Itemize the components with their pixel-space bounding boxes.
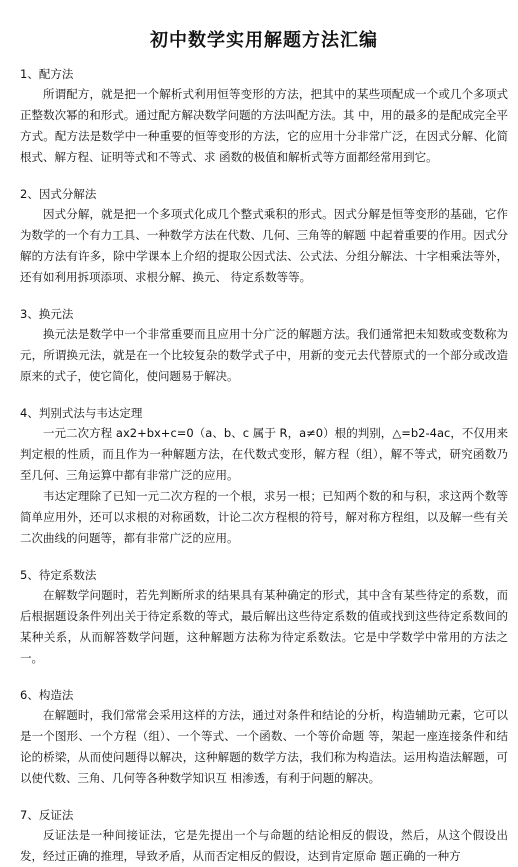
section-heading: 3、换元法 (20, 307, 74, 321)
section-heading: 1、配方法 (20, 67, 74, 81)
section (20, 687, 508, 789)
section-paragraph: 换元法是数学中一个非常重要而且应用十分广泛的解题方法。我们通常把未知数或变数称为元，所谓换元法，就是在一个比较复杂的数学式子中，用新的变元去代替原式的一个部分或改造原来的式子，使它简化，使问题易于解决。 (20, 327, 508, 383)
section-paragraph: 在解数学问题时，若先判断所求的结果具有某种确定的形式，其中含有某些待定的系数，而后根据题设条件列出关于待定系数的等式，最后解出这些待定系数的值或找到这些待定系数间的某种关系，从而解答数学问题，这种解题方法称为待定系数法。它是中学数学中常用的方法之一。 (20, 588, 508, 665)
section-heading: 7、反证法 (20, 808, 74, 822)
document-title: 初中数学实用解题方法汇编 (150, 30, 378, 51)
section (20, 405, 508, 549)
section-paragraph: 韦达定理除了已知一元二次方程的一个根，求另一根；已知两个数的和与积，求这两个数等简单应用外，还可以求根的对称函数，计论二次方程根的符号，解对称方程组，以及解一些有关二次曲线的问题等，都有非常广泛的应用。 (20, 489, 508, 545)
section-list (20, 66, 508, 867)
section-paragraph: 因式分解，就是把一个多项式化成几个整式乘积的形式。因式分解是恒等变形的基础，它作为数学的一个有力工具、一种数学方法在代数、几何、三角等的解题 中起着重要的作用。因式分解的方法有许多，除中学课本上介绍的提取公因式法、公式法、分组分解法、十字相乘法等外，还有如利用拆项添项、求根分解、换元、 待定系数等等。 (20, 207, 508, 284)
section-heading: 5、待定系数法 (20, 568, 97, 582)
section (20, 567, 508, 669)
section (20, 66, 508, 168)
section-paragraph: 在解题时，我们常常会采用这样的方法，通过对条件和结论的分析，构造辅助元素，它可以是一个图形、一个方程（组）、一个等式、一个函数、一个等价命题 等，架起一座连接条件和结论的桥梁，从而使问题得以解决，这种解题的数学方法，我们称为构造法。运用构造法解题，可以使代数、三角、几何等各种数学知识互 相渗透，有利于问题的解决。 (20, 708, 508, 785)
section (20, 807, 508, 867)
section-paragraph: 所谓配方，就是把一个解析式利用恒等变形的方法，把其中的某些项配成一个或几个多项式正整数次幂的和形式。通过配方解决数学问题的方法叫配方法。其 中，用的最多的是配成完全平方式。配方法是数学中一种重要的恒等变形的方法，它的应用十分非常广泛，在因式分解、化简根式、解方程、证明等式和不等式、求 函数的极值和解析式等方面都经常用到它。 (20, 87, 508, 164)
section-heading: 6、构造法 (20, 688, 74, 702)
section-paragraph: 反证法是一种间接证法，它是先提出一个与命题的结论相反的假设，然后，从这个假设出发，经过正确的推理，导致矛盾，从而否定相反的假设，达到肯定原命 题正确的一种方 (20, 828, 508, 863)
section-paragraph: 一元二次方程 ax2+bx+c=0（a、b、c 属于 R，a≠0）根的判别，△=b2-4ac，不仅用来判定根的性质，而且作为一种解题方法，在代数式变形，解方程（组），解不等式，研究函数乃至几何、三角运算中都有非常广泛的应用。 (20, 426, 508, 482)
section (20, 306, 508, 387)
section-heading: 2、因式分解法 (20, 187, 97, 201)
section (20, 186, 508, 288)
section-heading: 4、判别式法与韦达定理 (20, 406, 143, 420)
